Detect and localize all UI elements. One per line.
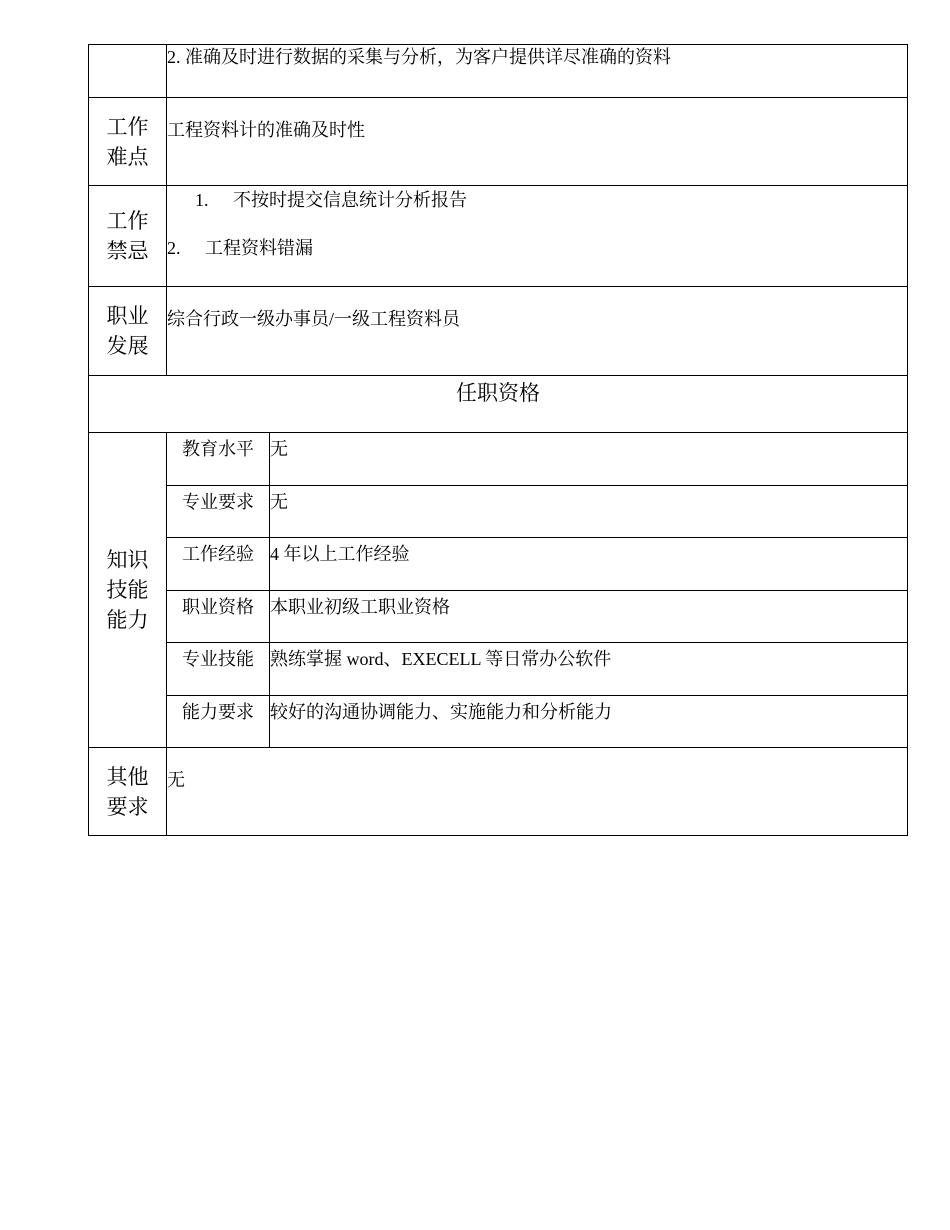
list-item: 2. 工程资料错漏 bbox=[167, 238, 313, 258]
career-text: 综合行政一级办事员/一级工程资料员 bbox=[167, 287, 908, 376]
section-title: 任职资格 bbox=[89, 376, 908, 433]
duties-continued-row bbox=[89, 45, 908, 98]
qualification-label: 能力要求 bbox=[167, 696, 270, 748]
qualifications-header-row bbox=[89, 376, 908, 433]
taboo-label: 工作 禁忌 bbox=[89, 186, 167, 287]
qualification-value: 4 年以上工作经验 bbox=[270, 538, 908, 591]
qualification-label: 专业要求 bbox=[167, 486, 270, 538]
empty-label-cell bbox=[89, 45, 167, 98]
table-row bbox=[89, 433, 908, 486]
qualification-label: 教育水平 bbox=[167, 433, 270, 486]
other-requirements-row bbox=[89, 748, 908, 836]
taboo-row bbox=[89, 186, 908, 287]
qualification-label: 工作经验 bbox=[167, 538, 270, 591]
qualification-value: 无 bbox=[270, 433, 908, 486]
difficulty-label: 工作 难点 bbox=[89, 98, 167, 186]
qualification-label: 职业资格 bbox=[167, 591, 270, 643]
table-row bbox=[89, 538, 908, 591]
qualification-label: 专业技能 bbox=[167, 643, 270, 696]
knowledge-skill-label: 知识 技能 能力 bbox=[89, 433, 167, 748]
difficulty-row bbox=[89, 98, 908, 186]
difficulty-text: 工程资料计的准确及时性 bbox=[167, 98, 908, 186]
qualification-value: 较好的沟通协调能力、实施能力和分析能力 bbox=[270, 696, 908, 748]
duties-continued-text: 2. 准确及时进行数据的采集与分析，为客户提供详尽准确的资料 bbox=[167, 45, 908, 98]
table-row bbox=[89, 643, 908, 696]
taboo-list bbox=[167, 186, 908, 287]
other-requirements-text: 无 bbox=[167, 748, 908, 836]
table-row bbox=[89, 591, 908, 643]
career-row bbox=[89, 287, 908, 376]
table-row bbox=[89, 486, 908, 538]
qualification-value: 本职业初级工职业资格 bbox=[270, 591, 908, 643]
other-requirements-label: 其他 要求 bbox=[89, 748, 167, 836]
qualification-value: 无 bbox=[270, 486, 908, 538]
job-description-table bbox=[88, 44, 908, 836]
list-item: 1. 不按时提交信息统计分析报告 bbox=[195, 190, 467, 210]
qualification-value: 熟练掌握 word、EXECELL 等日常办公软件 bbox=[270, 643, 908, 696]
career-label: 职业 发展 bbox=[89, 287, 167, 376]
table-row bbox=[89, 696, 908, 748]
